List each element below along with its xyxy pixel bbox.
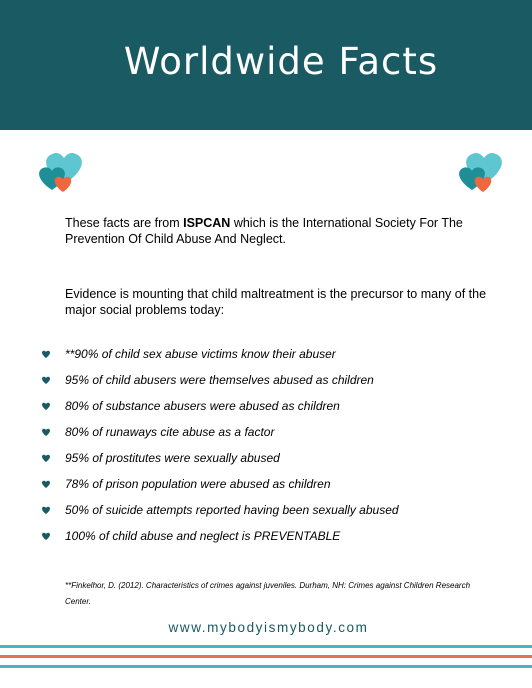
footer-stripe bbox=[0, 655, 532, 658]
website-link[interactable] bbox=[0, 620, 532, 635]
header-banner bbox=[0, 0, 532, 130]
website-text[interactable]: www.mybodyismybody.com bbox=[168, 620, 369, 635]
fact-text: 78% of prison population were abused as children bbox=[65, 477, 331, 491]
list-item bbox=[0, 450, 532, 476]
facts-list bbox=[0, 346, 532, 554]
heart-bullet-icon bbox=[41, 349, 51, 359]
fact-text: 80% of runaways cite abuse as a factor bbox=[65, 425, 275, 439]
list-item bbox=[0, 424, 532, 450]
intro-paragraph bbox=[65, 215, 495, 247]
list-item bbox=[0, 502, 532, 528]
hearts-cluster-icon bbox=[34, 144, 90, 194]
footer-stripe bbox=[0, 645, 532, 648]
heart-bullet-icon bbox=[41, 453, 51, 463]
fact-text: 50% of suicide attempts reported having been sexually abused bbox=[65, 503, 399, 517]
footnote-citation: **Finkelhor, D. (2012). Characteristics of crimes against juveniles. Durham, NH: Crimes against Children Research Center. bbox=[65, 581, 471, 606]
heart-bullet-icon bbox=[41, 427, 51, 437]
heart-bullet-icon bbox=[41, 505, 51, 515]
list-item bbox=[0, 476, 532, 502]
list-item bbox=[0, 372, 532, 398]
hearts-cluster-icon bbox=[454, 144, 510, 194]
intro-prefix: These facts are from bbox=[65, 216, 184, 230]
heart-bullet-icon bbox=[41, 401, 51, 411]
heart-bullet-icon bbox=[41, 479, 51, 489]
page-title: Worldwide Facts bbox=[123, 40, 439, 83]
footer-stripe bbox=[0, 665, 532, 668]
org-name: ISPCAN bbox=[183, 216, 231, 230]
list-item bbox=[0, 398, 532, 424]
fact-text: 95% of child abusers were themselves abused as children bbox=[65, 373, 374, 387]
fact-text: 80% of substance abusers were abused as children bbox=[65, 399, 340, 413]
list-item bbox=[0, 346, 532, 372]
heart-bullet-icon bbox=[41, 375, 51, 385]
heart-bullet-icon bbox=[41, 531, 51, 541]
fact-text: **90% of child sex abuse victims know their abuser bbox=[65, 347, 336, 361]
list-item bbox=[0, 528, 532, 554]
fact-text: 95% of prostitutes were sexually abused bbox=[65, 451, 280, 465]
intro-suffix: which is the International Society For The Prevention Of Child Abuse And Neglect. bbox=[65, 216, 463, 246]
evidence-paragraph: Evidence is mounting that child maltreatment is the precursor to many of the major social problems today: bbox=[65, 287, 487, 317]
fact-text: 100% of child abuse and neglect is PREVENTABLE bbox=[65, 529, 341, 543]
